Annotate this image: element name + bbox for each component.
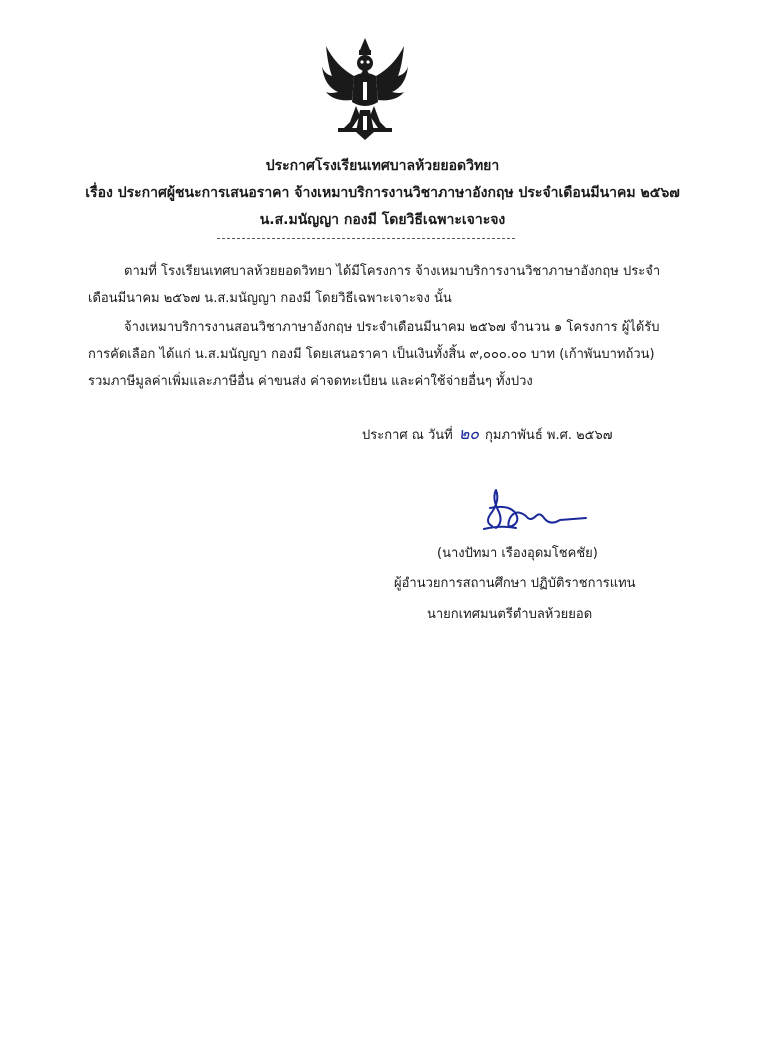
- announcement-date: [362, 422, 613, 447]
- announcement-subject-line2: น.ส.มนัญญา กองมี โดยวิธีเฉพาะเจาะจง: [259, 212, 506, 228]
- announcement-title: ประกาศโรงเรียนเทศบาลห้วยยอดวิทยา: [265, 158, 500, 174]
- date-month-year: กุมภาพันธ์ พ.ศ. ๒๕๖๗: [485, 428, 613, 443]
- signatory-position-acting-for: นายกเทศมนตรีตำบลห้วยยอด: [427, 607, 593, 622]
- body-paragraph-1: ตามที่ โรงเรียนเทศบาลห้วยยอดวิทยา ได้มีโครงการ จ้างเหมาบริการงานวิชาภาษาอังกฤษ ประจำเดือนมีนาคม ๒๕๖๗ น.ส.มนัญญา กองมี โดยวิธีเฉพาะเจาะจง นั้น: [88, 264, 661, 306]
- signatory-name: (นางปัทมา เรืองอุดมโชคชัย): [437, 546, 598, 561]
- divider: [217, 238, 515, 239]
- date-day: ๒๐: [458, 424, 480, 443]
- announcement-subject: เรื่อง ประกาศผู้ชนะการเสนอราคา จ้างเหมาบริการงานวิชาภาษาอังกฤษ ประจำเดือนมีนาคม ๒๕๖๗: [85, 185, 680, 201]
- garuda-emblem-icon: [320, 36, 410, 142]
- signatory-position: ผู้อำนวยการสถานศึกษา ปฏิบัติราชการแทน: [394, 576, 636, 591]
- signature: [470, 482, 590, 534]
- date-prefix: ประกาศ ณ วันที่: [362, 428, 453, 443]
- body-paragraph-2: จ้างเหมาบริการงานสอนวิชาภาษาอังกฤษ ประจำเดือนมีนาคม ๒๕๖๗ จำนวน ๑ โครงการ ผู้ได้รับการคัดเลือก ได้แก่ น.ส.มนัญญา กองมี โดยเสนอราคา เป็นเงินทั้งสิ้น ๙,๐๐๐.๐๐ บาท (เก้าพันบาทถ้วน) รวมภาษีมูลค่าเพิ่มและภาษีอื่น ค่าขนส่ง ค่าจดทะเบียน และค่าใช้จ่ายอื่นๆ ทั้งปวง: [88, 320, 660, 389]
